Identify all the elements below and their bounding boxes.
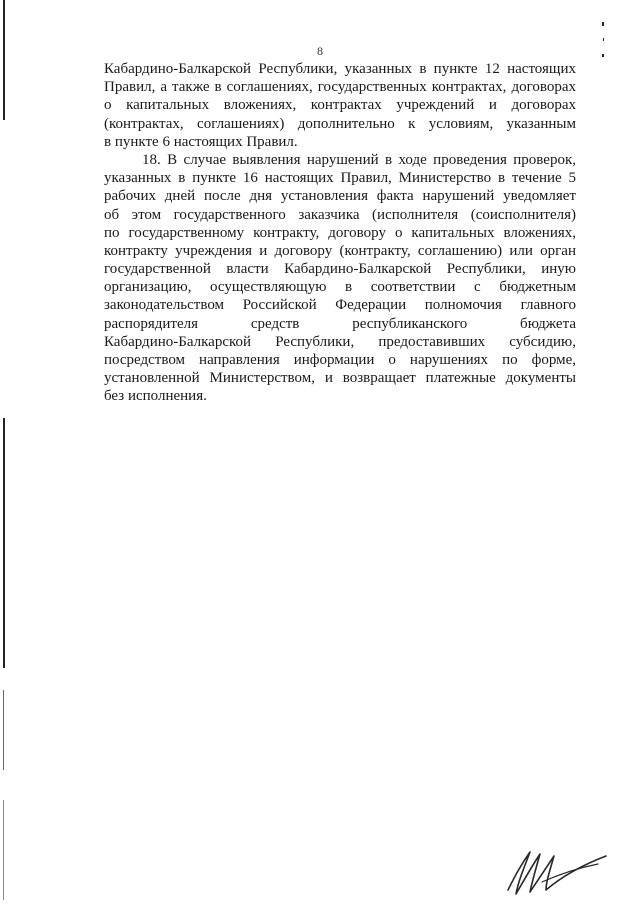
text-line: об этом государственного заказчика (исполнителя (соисполнителя) (104, 206, 576, 223)
text-line: установленной Министерством, и возвращает платежные документы (104, 370, 576, 387)
text-line: по государственному контракту, договору о капитальных вложениях, (104, 224, 576, 241)
text-line: Кабардино-Балкарской Республики, указанных в пункте 12 настоящих (104, 61, 576, 77)
scan-margin-line (3, 418, 5, 668)
text-line: посредством направления информации о нарушениях по форме, (104, 352, 576, 368)
text-line: указанных в пункте 16 настоящих Правил, Министерство в течение 5 (104, 170, 576, 187)
scan-speck (603, 38, 604, 41)
text-line: государственной власти Кабардино-Балкарской Республики, иную (104, 261, 576, 278)
text-line: о капитальных вложениях, контрактах учреждений и договорах (104, 97, 576, 114)
text-line: в пункте 6 настоящих Правил. (104, 133, 298, 150)
text-line: рабочих дней после дня установления факта нарушений уведомляет (104, 188, 576, 205)
scan-speck (602, 22, 604, 26)
scan-speck (602, 54, 604, 57)
text-line: без исполнения. (104, 388, 207, 405)
text-line: Кабардино-Балкарской Республики, предоставивших субсидию, (104, 333, 576, 350)
scan-margin-line (3, 690, 4, 770)
paragraph-continuation (104, 60, 576, 151)
document-body (104, 60, 576, 406)
text-line: законодательством Российской Федерации полномочия главного (104, 297, 576, 314)
page-number: 8 (317, 44, 323, 58)
text-line: распорядителя средств республиканского бюджета (104, 315, 576, 332)
text-line: организацию, осуществляющую в соответствии с бюджетным (104, 279, 576, 296)
paragraph-18 (104, 151, 576, 406)
text-line: (контрактах, соглашениях) дополнительно к условиям, указанным (104, 115, 576, 132)
text-line: 18. В случае выявления нарушений в ходе проведения проверок, (142, 151, 576, 168)
text-line: контракту учреждения и договору (контракту, соглашению) или орган (104, 242, 576, 259)
signature (500, 838, 610, 898)
scan-margin-line (3, 0, 5, 120)
scan-margin-line (3, 800, 4, 900)
text-line: Правил, а также в соглашениях, государственных контрактах, договорах (104, 79, 576, 96)
